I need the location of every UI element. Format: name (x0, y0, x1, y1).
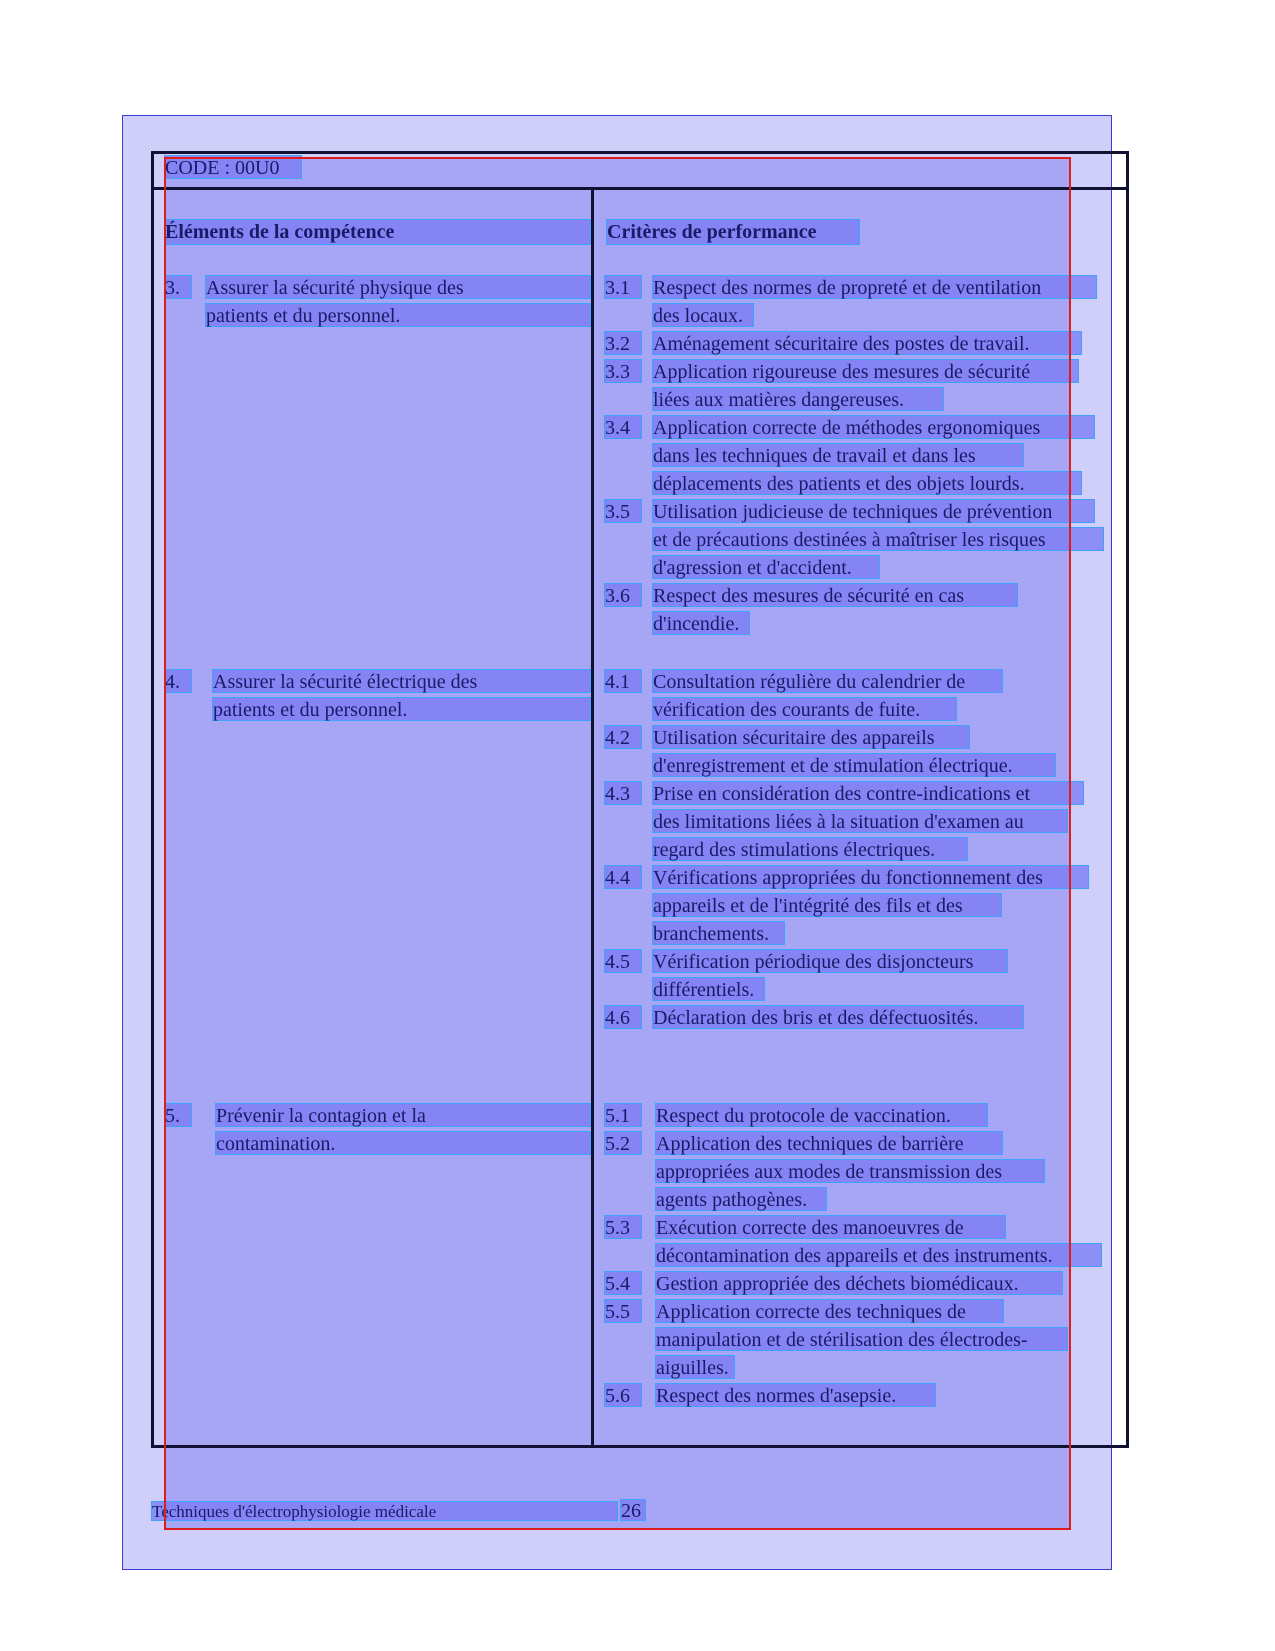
header-elements: Éléments de la compétence (164, 219, 591, 245)
header-criteria: Critères de performance (606, 219, 860, 245)
criterion-line: Application des techniques de barrière (655, 1131, 1003, 1155)
criterion-line: et de précautions destinées à maîtriser les risques (652, 527, 1104, 551)
criterion-line: Respect des normes d'asepsie. (655, 1383, 936, 1407)
criterion-line: vérification des courants de fuite. (652, 697, 957, 721)
criterion-number: 3.4 (604, 415, 642, 439)
criterion-number: 5.5 (604, 1299, 642, 1323)
criterion-line: appropriées aux modes de transmission des (655, 1159, 1045, 1183)
criterion-line: Respect des mesures de sécurité en cas (652, 583, 1018, 607)
criterion-number: 3.1 (604, 275, 642, 299)
criterion-line: Respect des normes de propreté et de ventilation (652, 275, 1097, 299)
criterion-line: Utilisation judicieuse de techniques de prévention (652, 499, 1095, 523)
criterion-line: aiguilles. (655, 1355, 735, 1379)
criterion-line: manipulation et de stérilisation des électrodes- (655, 1327, 1068, 1351)
criterion-line: liées aux matières dangereuses. (652, 387, 944, 411)
criterion-line: agents pathogènes. (655, 1187, 827, 1211)
criterion-line: d'enregistrement et de stimulation électrique. (652, 753, 1056, 777)
criterion-line: regard des stimulations électriques. (652, 837, 968, 861)
criterion-line: appareils et de l'intégrité des fils et des (652, 893, 1002, 917)
criterion-line: Application correcte des techniques de (655, 1299, 1004, 1323)
criterion-line: déplacements des patients et des objets lourds. (652, 471, 1082, 495)
criterion-number: 3.3 (604, 359, 642, 383)
footer-title: Techniques d'électrophysiologie médicale (151, 1501, 618, 1521)
criterion-line: Exécution correcte des manoeuvres de (655, 1215, 1006, 1239)
criterion-line: Vérifications appropriées du fonctionnement des (652, 865, 1089, 889)
column-divider (591, 190, 594, 1445)
element-number: 4. (164, 669, 192, 693)
criterion-number: 5.3 (604, 1215, 642, 1239)
code-line: CODE : 00U0 (164, 155, 302, 179)
criterion-line: Application correcte de méthodes ergonomiques (652, 415, 1095, 439)
code-row-divider (151, 187, 1129, 190)
criterion-number: 5.6 (604, 1383, 642, 1407)
criterion-number: 3.5 (604, 499, 642, 523)
criterion-line: Aménagement sécuritaire des postes de travail. (652, 331, 1082, 355)
element-line: Prévenir la contagion et la (215, 1103, 591, 1127)
criterion-line: des locaux. (652, 303, 754, 327)
element-line: contamination. (215, 1131, 591, 1155)
criterion-number: 5.1 (604, 1103, 642, 1127)
criterion-line: Application rigoureuse des mesures de sécurité (652, 359, 1079, 383)
criterion-line: Prise en considération des contre-indications et (652, 781, 1084, 805)
criterion-number: 4.1 (604, 669, 642, 693)
criterion-line: Gestion appropriée des déchets biomédicaux. (655, 1271, 1063, 1295)
criterion-number: 4.5 (604, 949, 642, 973)
page-number: 26 (620, 1499, 646, 1521)
element-number: 5. (164, 1103, 192, 1127)
criterion-number: 4.6 (604, 1005, 642, 1029)
criterion-line: Utilisation sécuritaire des appareils (652, 725, 970, 749)
criterion-line: Vérification périodique des disjoncteurs (652, 949, 1008, 973)
criterion-line: d'agression et d'accident. (652, 555, 880, 579)
criterion-number: 4.3 (604, 781, 642, 805)
element-line: Assurer la sécurité physique des (205, 275, 591, 299)
criterion-line: différentiels. (652, 977, 765, 1001)
criterion-number: 3.2 (604, 331, 642, 355)
criterion-line: Consultation régulière du calendrier de (652, 669, 1003, 693)
element-line: patients et du personnel. (205, 303, 591, 327)
criterion-line: dans les techniques de travail et dans les (652, 443, 1024, 467)
criterion-line: des limitations liées à la situation d'examen au (652, 809, 1068, 833)
criterion-line: d'incendie. (652, 611, 750, 635)
criterion-number: 4.4 (604, 865, 642, 889)
criterion-number: 5.4 (604, 1271, 642, 1295)
criterion-line: Respect du protocole de vaccination. (655, 1103, 988, 1127)
element-line: Assurer la sécurité électrique des (212, 669, 591, 693)
criterion-number: 5.2 (604, 1131, 642, 1155)
criterion-number: 4.2 (604, 725, 642, 749)
element-number: 3. (164, 275, 192, 299)
criterion-line: branchements. (652, 921, 785, 945)
criterion-line: Déclaration des bris et des défectuosités. (652, 1005, 1024, 1029)
criterion-line: décontamination des appareils et des instruments. (655, 1243, 1102, 1267)
criterion-number: 3.6 (604, 583, 642, 607)
element-line: patients et du personnel. (212, 697, 591, 721)
